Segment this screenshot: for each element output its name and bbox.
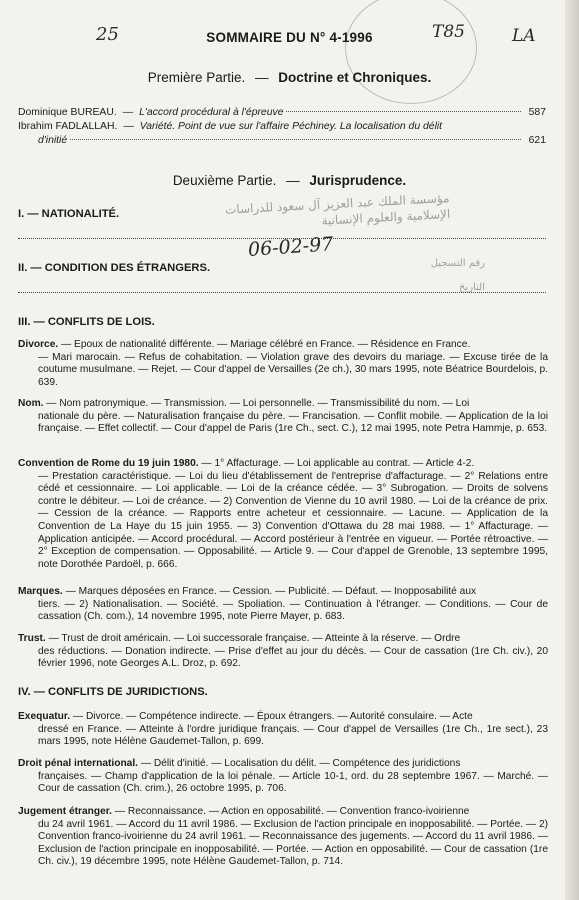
entry-cont: dressé en France. — Atteinte à l'ordre juridique français. — Cour d'appel de Versailles (1re Ch., 1re sect.), 23 mars 1995, note Hélène Gaudemet-Tallon, p. 699. — [38, 723, 548, 748]
entry-cont: des réductions. — Donation indirecte. — Prise d'effet au jour du décès. — Cour de cassation (1re Ch. civ.), 20 février 1996, note Georges A.L. Droz, p. 692. — [38, 645, 548, 670]
entry-body: — Nom patronymique. — Transmission. — Loi personnelle. — Transmissibilité du nom. — Loi — [43, 398, 470, 409]
toc-leader — [70, 139, 521, 140]
entry-cont: — Prestation caractéristique. — Loi du lieu d'établissement de l'entreprise d'affacturage. — 2° Relations entre cédé et cessionnaire. — Loi applicable. — Loi de la créance cédée. — 3° Subrogation. — Droits de solvens contre le débiteur. — Loi de créance. — 2) Convention de Vienne du 10 avril 1980. — Loi de la créance de prix. — Cession de la créance. — Rapports entre acheteur et cessionnaire. — Lacune. — Application de la Convention de La Haye du 15 juin 1955. — 3) Convention d'Ottawa du 28 mai 1988. — 1° Affacturage. — Application anticipée. — Accord procédural. — Accord postérieur à l'entrée en vigueur. — Portée rétroactive. — 2° Exception de compensation. — Opposabilité. — Article 9. — Cour d'appel de Grenoble, 13 septembre 1995, note Dorothée Pardoël, p. 666. — [38, 470, 548, 570]
entry-trust — [18, 633, 548, 671]
toc-author: Ibrahim FADLALLAH. — [18, 121, 118, 132]
entry-marques — [18, 586, 548, 624]
toc-leader — [286, 111, 521, 112]
stamp-arabic-reg: رقم التسجيل — [430, 258, 485, 269]
entry-nom — [18, 398, 548, 436]
toc-title: Variété. Point de vue sur l'affaire Péchiney. La localisation du délit — [139, 121, 443, 132]
entry-head: Convention de Rome du 19 juin 1980. — [18, 458, 199, 469]
entry-body: — Reconnaissance. — Action en opposabilité. — Convention franco-ivoirienne — [111, 806, 470, 817]
page-edge — [565, 0, 579, 900]
toc-item — [18, 106, 546, 120]
entry-exequatur — [18, 711, 548, 749]
entry-body: — 1° Affacturage. — Loi applicable au contrat. — Article 4-2. — [198, 458, 475, 469]
section-condition-etrangers: II. — CONDITION DES ÉTRANGERS. — [18, 262, 211, 274]
toc-page: 621 — [528, 135, 546, 146]
entry-head: Marques. — [18, 586, 63, 597]
entry-head: Jugement étranger. — [18, 806, 112, 817]
handwritten-initials: LA — [512, 26, 536, 46]
dotted-line — [18, 292, 546, 293]
toc-title-cont: d'initié — [38, 135, 68, 146]
entry-cont: du 24 avril 1961. — Accord du 11 avril 1986. — Exclusion de l'action principale en inopposabilité. — Portée. — 2) Convention franco-ivoirienne du 24 avril 1961. — Reconnaissance des jugements. — Accord du 11 avril 1986. — Exclusion de l'action principale en inopposabilité. — Portée. — Action en opposabilité. — Cour de cassation (1re Ch. civ.), 19 décembre 1995, note Hélène Gaudemet-Tallon, p. 714. — [38, 818, 548, 868]
part-two-name: Jurisprudence. — [309, 173, 407, 188]
stamp-arabic-date: التاريخ — [459, 282, 485, 293]
entry-divorce — [18, 339, 548, 389]
toc-dash: — — [123, 121, 134, 132]
entry-cont: nationale du père. — Naturalisation française du père. — Francisation. — Conflit mobile. — Application de la loi française. — Effet collectif. — Cour d'appel de Paris (1re Ch., sect. C.), 12 mai 1995, note Petra Hammje, p. 653. — [38, 410, 548, 435]
section-conflits-lois: III. — CONFLITS DE LOIS. — [18, 316, 155, 328]
entry-head: Nom. — [18, 398, 44, 409]
page-title: SOMMAIRE DU N° 4-1996 — [206, 30, 373, 45]
entry-convention-rome — [18, 458, 548, 571]
handwritten-ref: T85 — [432, 22, 465, 42]
part-two-heading — [0, 173, 579, 188]
section-conflits-juridictions: IV. — CONFLITS DE JURIDICTIONS. — [18, 686, 208, 698]
entry-jugement-etranger — [18, 806, 548, 869]
library-stamp — [345, 0, 477, 104]
toc-item — [18, 120, 546, 134]
entry-body: — Trust de droit américain. — Loi successorale française. — Atteinte à la réserve. — Ordre — [45, 633, 461, 644]
part-one-name: Doctrine et Chroniques. — [278, 70, 432, 85]
entry-body: — Divorce. — Compétence indirecte. — Époux étrangers. — Autorité consulaire. — Acte — [70, 711, 473, 722]
dotted-line — [18, 238, 546, 239]
entry-body: — Epoux de nationalité différente. — Mariage célébré en France. — Résidence en France. — [58, 339, 471, 350]
entry-head: Trust. — [18, 633, 46, 644]
part-two-dash: — — [286, 173, 300, 188]
entry-cont: tiers. — 2) Nationalisation. — Société. — Spoliation. — Continuation à l'étranger. — Conditions. — Cour de cassation (Ch. com.), 14 novembre 1995, note Pierre Mayer, p. 683. — [38, 598, 548, 623]
entry-body: — Délit d'initié. — Localisation du délit. — Compétence des juridictions — [138, 758, 461, 769]
entry-cont: françaises. — Champ d'application de la loi pénale. — Article 10-1, ord. du 28 septembre 1967. — Marché. — Cour de cassation (Ch. crim.), 26 octobre 1995, p. 706. — [38, 770, 548, 795]
part-two-label: Deuxième Partie. — [172, 173, 277, 188]
toc-item-cont — [18, 134, 546, 148]
entry-head: Exequatur. — [18, 711, 71, 722]
entry-cont: — Mari marocain. — Refus de cohabitation. — Violation grave des devoirs du mariage. — Excuse tirée de la coutume musulmane. — Rejet. — Cour d'appel de Versailles (2e ch.), 30 mars 1995, note Béatrice Bourdelois, p. 639. — [38, 351, 548, 388]
toc-dash: — — [122, 107, 134, 118]
stamp-arabic-text: مؤسسة الملك عبد العزيز آل سعود للدراسات الإسلامية والعلوم الإنسانية — [224, 191, 451, 228]
toc-author: Dominique BUREAU. — [18, 107, 117, 118]
entry-head: Divorce. — [18, 339, 59, 350]
handwritten-date: 06-02-97 — [247, 233, 335, 261]
part-one-toc — [18, 106, 546, 148]
handwritten-number: 25 — [96, 24, 119, 45]
entry-body: — Marques déposées en France. — Cession. — Publicité. — Défaut. — Inopposabilité aux — [62, 586, 477, 597]
toc-title: L'accord procédural à l'épreuve — [139, 107, 284, 118]
part-one-dash: — — [255, 70, 269, 85]
entry-droit-penal — [18, 758, 548, 796]
part-one-heading — [0, 70, 579, 85]
toc-page: 587 — [528, 107, 546, 118]
section-nationalite: I. — NATIONALITÉ. — [18, 208, 120, 220]
part-one-label: Première Partie. — [147, 70, 246, 85]
entry-head: Droit pénal international. — [18, 758, 138, 769]
